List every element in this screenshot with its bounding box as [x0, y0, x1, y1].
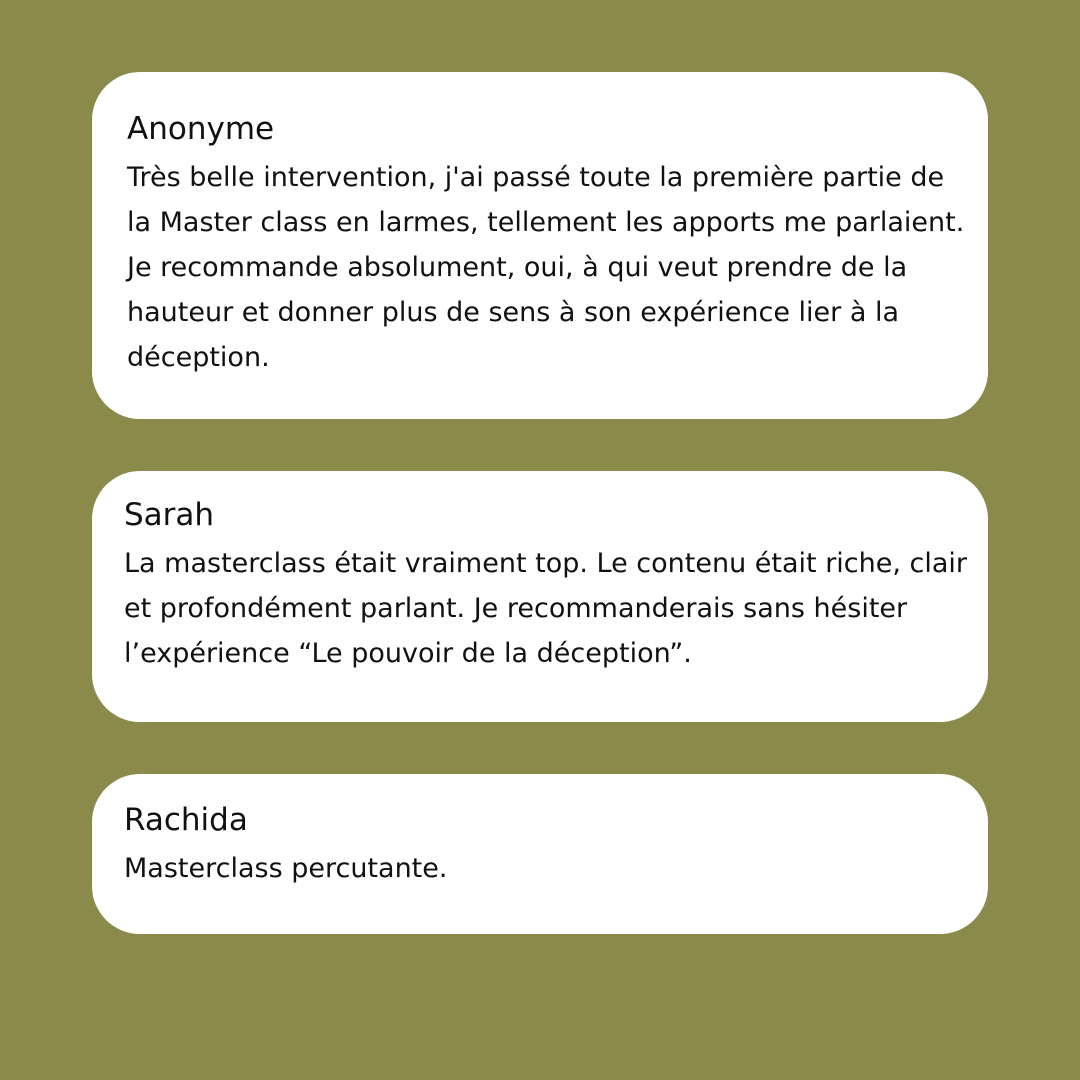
testimonial-text: Très belle intervention, j'ai passé toute la première partie de la Master class en larmes, tellement les apports me parlaient. Je recommande absolument, oui, à qui veut prendre de la hauteur et donner plus de sens à son expérience lier à la déception.	[127, 162, 965, 373]
testimonial-card-anonyme	[92, 72, 988, 419]
testimonial-author: Anonyme	[127, 111, 275, 147]
testimonial-author: Sarah	[124, 497, 215, 533]
testimonial-card-rachida	[92, 774, 988, 934]
testimonial-text: Masterclass percutante.	[124, 853, 448, 884]
testimonial-author: Rachida	[124, 802, 248, 838]
testimonial-text: La masterclass était vraiment top. Le contenu était riche, clair et profondément parlant. Je recommanderais sans hésiter l’expérience “Le pouvoir de la déception”.	[124, 548, 968, 669]
testimonial-card-sarah	[92, 471, 988, 722]
